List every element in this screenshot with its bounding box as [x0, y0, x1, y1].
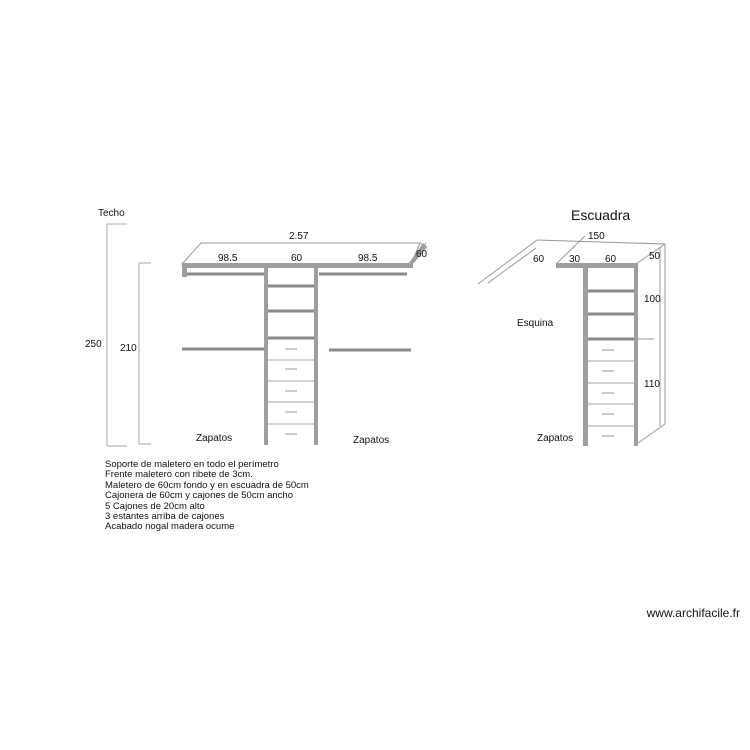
corner-depth-left-label: 60 [533, 254, 545, 265]
techo-label: Techo [98, 208, 125, 219]
total-width-label: 2.57 [289, 231, 309, 242]
corner-esquina-label: Esquina [517, 318, 554, 329]
total-height-label: 250 [85, 339, 102, 350]
note-line: Soporte de maletero en todo el perímetro [105, 459, 279, 470]
note-line: 3 estantes arriba de cajones [105, 511, 225, 523]
corner-outline [478, 236, 665, 446]
note-line: Cajonera de 60cm y cajones de 50cm ancho [105, 490, 294, 502]
specification-notes [105, 460, 309, 533]
credit-link[interactable]: www.archifacile.fr [646, 606, 740, 620]
central-drawer-column [264, 264, 318, 445]
height-dimension-lines [107, 224, 151, 446]
corner-shoes-label: Zapatos [537, 433, 574, 444]
corner-upper-height-label: 100 [644, 294, 661, 305]
note-line: Acabado nogal madera ocume [105, 521, 235, 533]
shoes-right-label: Zapatos [353, 435, 390, 446]
note-line: 5 Cajones de 20cm alto [105, 500, 205, 512]
note-line: Maletero de 60cm fondo y en escuadra de 50cm [105, 479, 309, 491]
corner-offset-label: 30 [569, 254, 581, 265]
corner-drawer-column [588, 291, 634, 436]
corner-lower-height-label: 110 [644, 379, 660, 390]
left-width-label: 98.5 [218, 253, 238, 264]
shoes-left-label: Zapatos [196, 433, 233, 444]
center-width-label: 60 [291, 253, 303, 264]
right-width-label: 98.5 [358, 253, 378, 264]
corner-title: Escuadra [571, 207, 631, 223]
corner-column-width-label: 60 [605, 254, 617, 265]
depth-label: 60 [416, 249, 428, 260]
note-line: Frente maletero con ribete de 3cm. [105, 469, 253, 481]
corner-width-top-label: 150 [588, 231, 605, 242]
corner-depth-right-label: 50 [649, 251, 661, 262]
inner-height-label: 210 [120, 343, 137, 354]
